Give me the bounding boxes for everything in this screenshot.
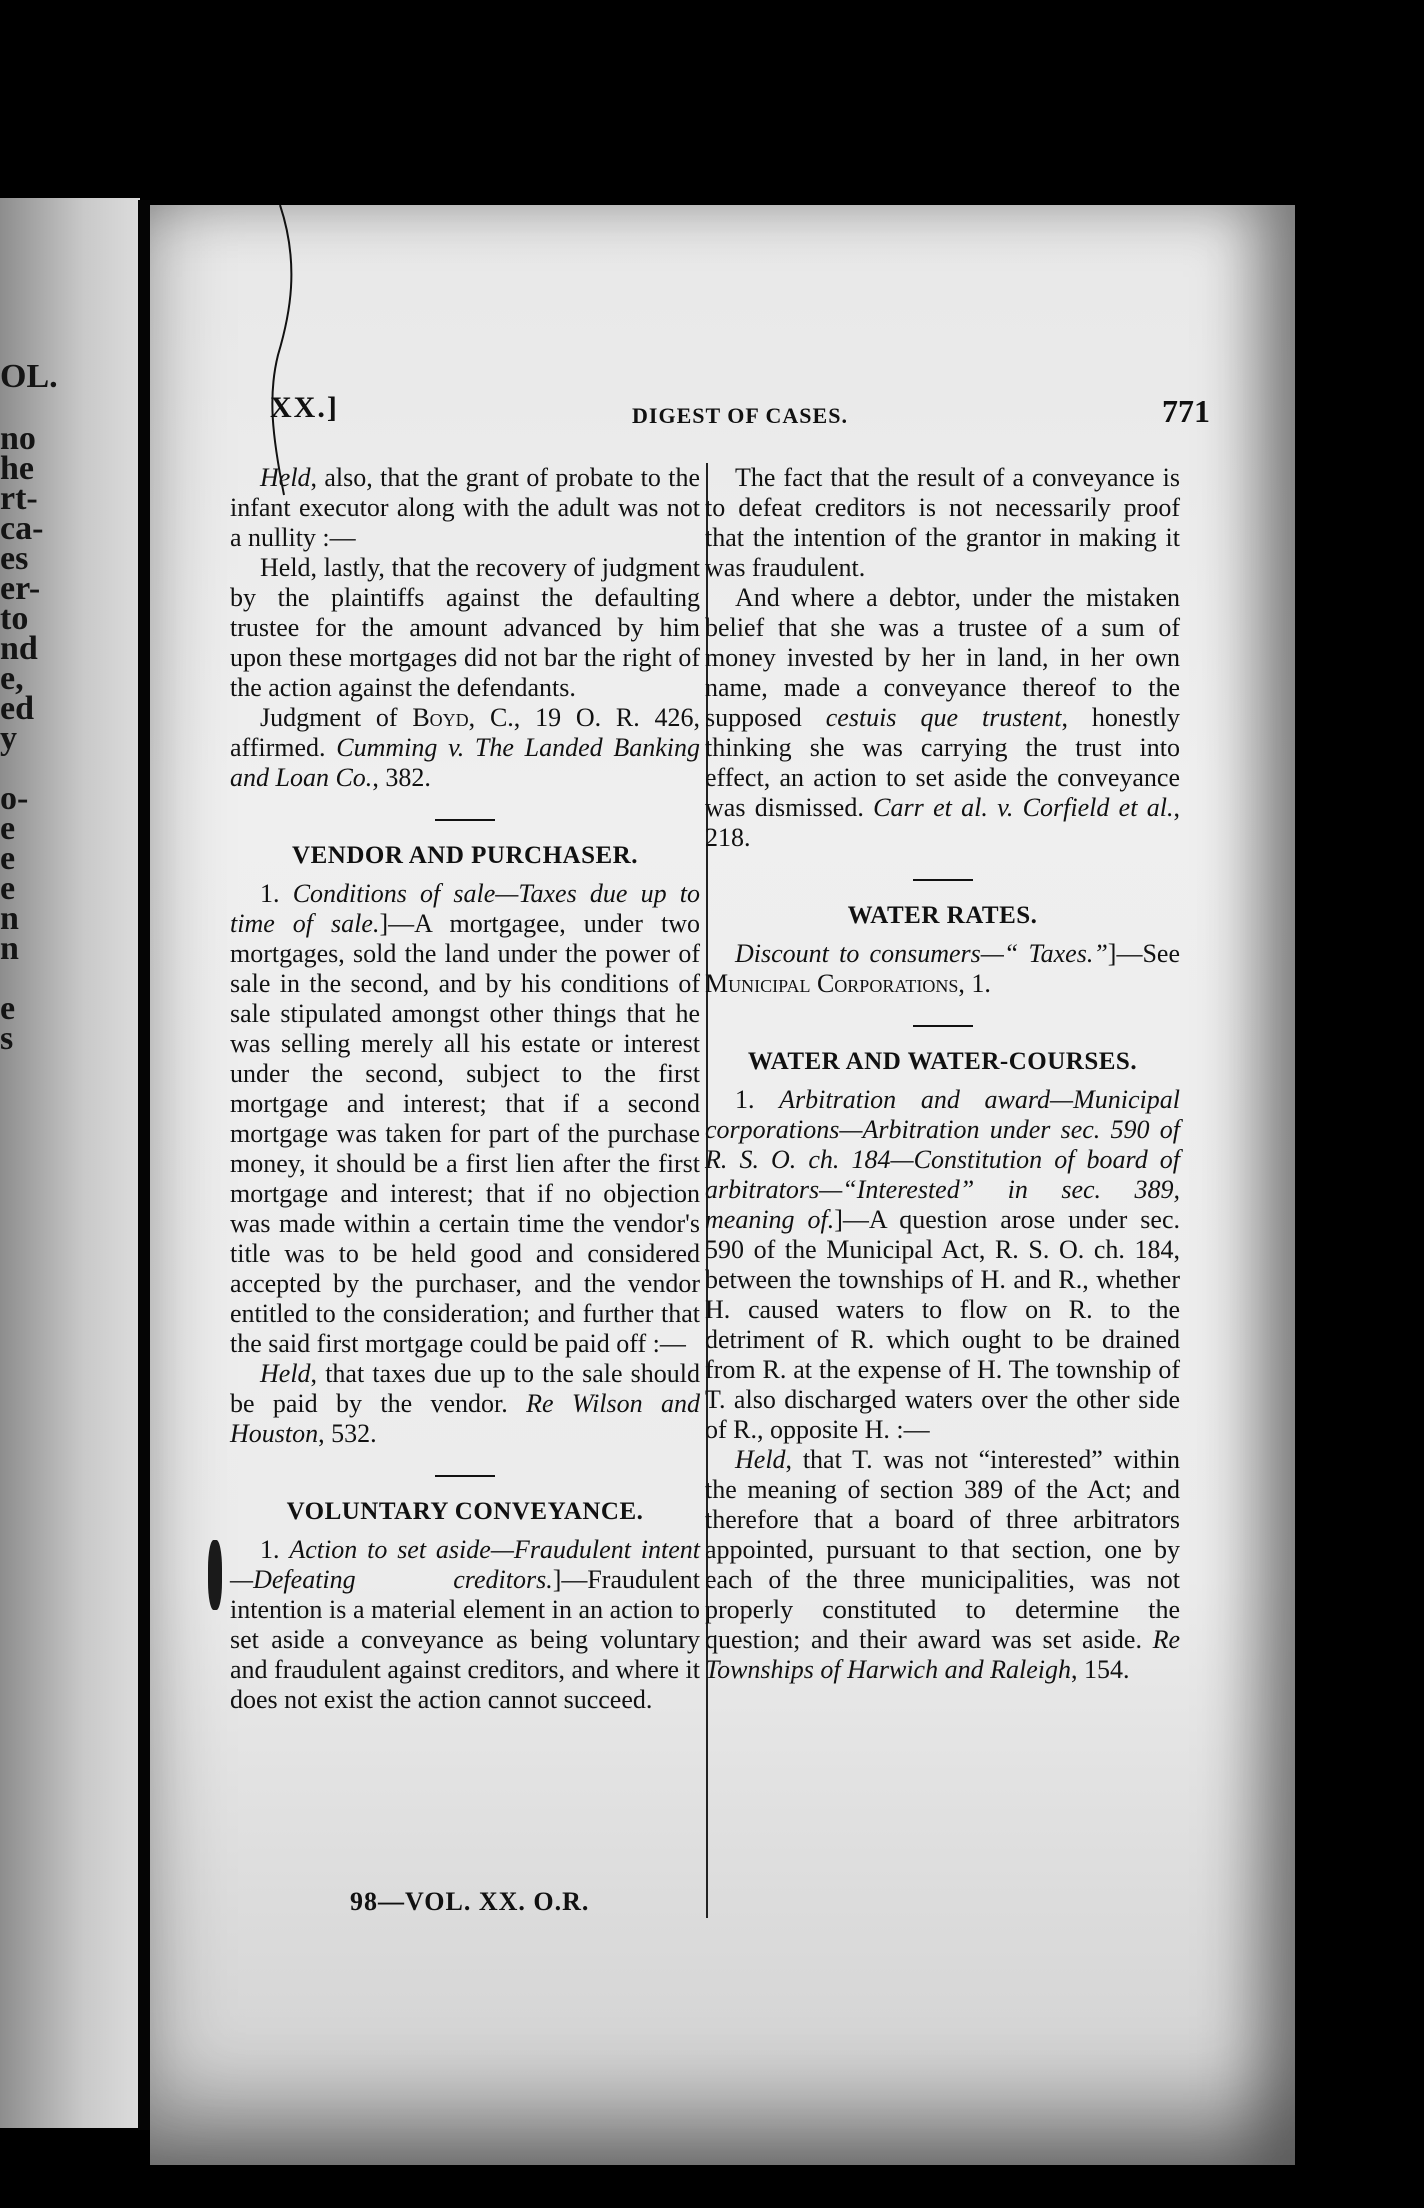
section-rule — [435, 1475, 495, 1477]
fragment-text: o- — [0, 780, 29, 817]
section-rule — [913, 879, 973, 881]
paragraph — [705, 463, 1180, 583]
item-number: 1. — [260, 1535, 290, 1564]
judge-name: Boyd — [412, 703, 469, 732]
paragraph — [230, 463, 700, 553]
section-heading: WATER AND WATER-COURSES. — [747, 1048, 1138, 1075]
fragment-text: no — [0, 420, 36, 457]
fragment-text: rt- — [0, 480, 38, 517]
pen-stroke-mark — [250, 205, 310, 505]
left-column — [230, 463, 700, 1715]
catchwords: Action to set aside—Fraudulent intent—Defeating creditors. — [230, 1535, 700, 1594]
page-header — [270, 383, 1210, 433]
paragraph-text: ]—A question arose under sec. 590 of the Municipal Act, R. S. O. ch. 184, between the townships of H. and R., whether H. caused waters to flow on R. to the detriment of R. which ought to be drained from R. at the expense of H. The township of T. also discharged waters over the other side of R., opposite H. :— — [705, 1205, 1181, 1444]
page-number: 771 — [1162, 393, 1210, 429]
item-number: 1. — [260, 879, 293, 908]
fragment-text: he — [0, 450, 34, 487]
paragraph-text: , 218. — [705, 793, 1180, 852]
fragment-text: er- — [0, 570, 41, 607]
paragraph-text: ]—Fraudulent intention is a material element in an action to set aside a conveyance as being voluntary and fraudulent against creditors, and where it does not exist the action cannot succeed. — [230, 1565, 700, 1714]
paragraph-text: Held, lastly, that the recovery of judgment by the plaintiffs against the defaulting trustee for the amount advanced by him upon these mortgages did not bar the right of the action against the defendants. — [230, 553, 700, 702]
signature-mark: 98—VOL. XX. O.R. — [350, 1887, 590, 1916]
paragraph — [705, 583, 1180, 853]
right-column — [705, 463, 1180, 1685]
paragraph — [230, 879, 700, 1359]
paragraph-text: Judgment of — [260, 703, 413, 732]
fragment-text: es — [0, 540, 29, 577]
paragraph — [705, 939, 1180, 999]
paragraph-text: ]—See — [1107, 939, 1180, 968]
paragraph-text: , 1. — [958, 969, 991, 998]
fragment-text: nd — [0, 630, 38, 667]
fragment-text: s — [0, 1020, 14, 1057]
paragraph-text: , 532. — [318, 1419, 377, 1448]
catchwords: Arbitration and award—Municipal corporations—Arbitration under sec. 590 of R. S. O. ch. 184—Constitution of board of arbitrators—“Interested” in sec. 389, meaning of. — [705, 1085, 1181, 1234]
paragraph-text: ]—A mortgagee, under two mortgages, sold the land under the power of sale in the second, and by his conditions of sale stipulated amongst other things that he was selling merely all his estate or interest under the second, subject to the first mortgage and interest; that if a second mortgage was taken for part of the purchase money, it should be a first lien after the first mortgage and interest; that if no objection was made within a certain time the vendor's title was to be held good and considered accepted by the purchaser, and the vendor entitled to the consideration; and further that the said first mortgage could be paid off :— — [230, 909, 700, 1358]
fragment-text: e — [0, 840, 16, 877]
paragraph-text: , 382. — [372, 763, 431, 792]
paragraph-text: The fact that the result of a conveyance is to defeat creditors is not necessarily proof that the intention of the grantor in making it was fraudulent. — [705, 463, 1180, 582]
fragment-text: to — [0, 600, 29, 637]
item-number: 1. — [735, 1085, 780, 1114]
paragraph-text: , honestly thinking she was carrying the trust into effect, an action to set aside the conveyance was dismissed. — [705, 703, 1181, 822]
paragraph-text: , that T. was not “interested” within the meaning of section 389 of the Act; and therefore that a board of three arbitrators appointed, pursuant to that section, one by each of the three municipalities, was not properly constituted to determine the question; and their award was set aside. — [705, 1445, 1180, 1654]
fragment-text: n — [0, 930, 19, 967]
fragment-text: e — [0, 990, 16, 1027]
held-text: Held — [260, 463, 311, 492]
paragraph — [705, 1085, 1180, 1445]
fragment-text: ed — [0, 690, 34, 727]
case-name: Cumming v. The Landed Banking and Loan Co. — [230, 733, 700, 792]
paragraph-text: , 154. — [1070, 1655, 1130, 1684]
book-gutter — [138, 200, 150, 2130]
facing-page-fragment — [0, 198, 140, 2128]
fragment-text: ca- — [0, 510, 44, 547]
paragraph-text: , also, that the grant of probate to the infant executor along with the adult was not a nullity :— — [230, 463, 700, 552]
section-heading: VOLUNTARY CONVEYANCE. — [286, 1498, 644, 1525]
case-name: Re Wilson and Houston — [230, 1389, 700, 1448]
paragraph — [230, 1359, 700, 1449]
section-heading: VENDOR AND PURCHASER. — [292, 842, 638, 869]
paragraph — [230, 703, 700, 793]
catchwords: Conditions of sale—Taxes due up to time of sale. — [230, 879, 701, 938]
paragraph — [230, 553, 700, 703]
held-text: Held — [260, 1359, 311, 1388]
section-heading: WATER RATES. — [847, 902, 1038, 929]
ink-blot — [208, 1540, 222, 1610]
running-title: DIGEST OF CASES. — [632, 403, 848, 428]
section-rule — [435, 819, 495, 821]
cross-reference: Municipal Corporations — [705, 969, 959, 998]
latin-term: cestuis que trustent — [825, 703, 1062, 732]
fragment-text: e — [0, 810, 16, 847]
held-text: Held — [735, 1445, 786, 1474]
paragraph — [705, 1445, 1180, 1685]
catchwords: Discount to consumers—“ Taxes.” — [735, 939, 1108, 968]
paragraph-text: And where a debtor, under the mistaken belief that she was a trustee of a sum of money invested by her in land, in her own name, made a conveyance thereof to the supposed — [705, 583, 1180, 732]
case-name: Re Townships of Harwich and Raleigh — [705, 1625, 1180, 1684]
fragment-text: n — [0, 900, 19, 937]
paragraph — [230, 1535, 700, 1715]
fragment-text: OL. — [0, 358, 58, 395]
fragment-text: y — [0, 720, 17, 757]
fragment-text: e, — [0, 660, 24, 697]
paragraph-text: , C., 19 O. R. 426, affirmed. — [230, 703, 701, 762]
document-page — [150, 205, 1295, 2165]
case-name: Carr et al. v. Corfield et al. — [873, 793, 1174, 822]
volume-label: XX.] — [270, 391, 339, 424]
paragraph-text: , that taxes due up to the sale should be paid by the vendor. — [230, 1359, 700, 1418]
section-rule — [913, 1025, 973, 1027]
fragment-text: e — [0, 870, 16, 907]
